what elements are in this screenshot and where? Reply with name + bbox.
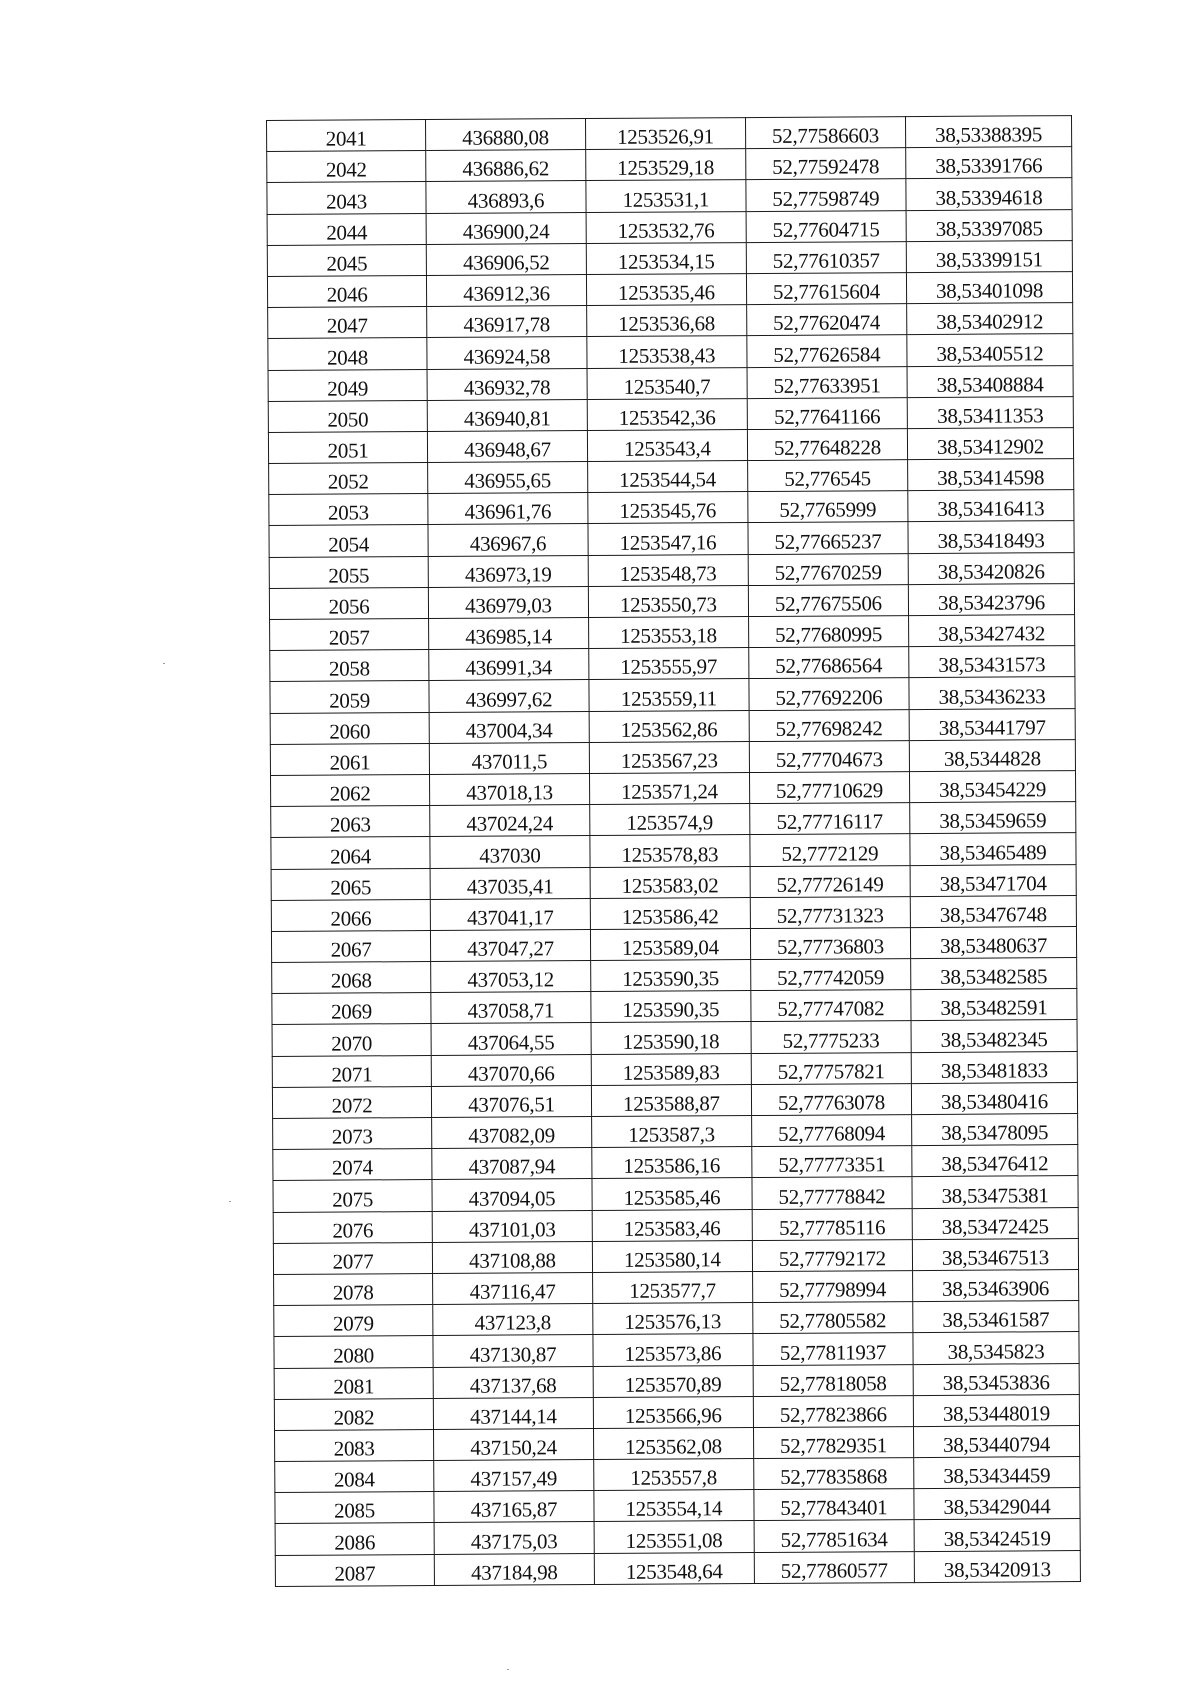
point-number-cell: 2081 (274, 1367, 433, 1399)
latitude-cell: 52,77792172 (752, 1239, 912, 1271)
point-number-cell: 2073 (273, 1118, 432, 1150)
longitude-cell: 38,53394618 (906, 178, 1072, 210)
point-number-cell: 2086 (275, 1523, 434, 1555)
y-coordinate-cell: 1253580,14 (592, 1240, 752, 1272)
longitude-cell: 38,53414598 (908, 459, 1074, 491)
longitude-cell: 38,53461587 (913, 1301, 1079, 1333)
x-coordinate-cell: 437137,68 (433, 1366, 593, 1398)
latitude-cell: 52,77726149 (750, 865, 910, 897)
longitude-cell: 38,53402912 (907, 303, 1073, 335)
longitude-cell: 38,53480416 (911, 1082, 1077, 1114)
longitude-cell: 38,53434459 (914, 1457, 1080, 1489)
table-row (271, 833, 1076, 869)
scan-speck (229, 1201, 231, 1202)
latitude-cell: 52,77675506 (748, 584, 908, 616)
point-number-cell: 2065 (271, 868, 430, 900)
latitude-cell: 52,77778842 (752, 1177, 912, 1209)
table-row (267, 147, 1072, 183)
table-row (268, 365, 1073, 401)
y-coordinate-cell: 1253554,14 (594, 1490, 754, 1522)
x-coordinate-cell: 437070,66 (431, 1054, 591, 1086)
point-number-cell: 2084 (275, 1461, 434, 1493)
longitude-cell: 38,5345823 (913, 1332, 1079, 1364)
point-number-cell: 2058 (270, 650, 429, 682)
x-coordinate-cell: 436979,03 (428, 586, 588, 618)
longitude-cell: 38,53476748 (910, 895, 1076, 927)
x-coordinate-cell: 437041,17 (430, 898, 590, 930)
y-coordinate-cell: 1253562,08 (593, 1427, 753, 1459)
longitude-cell: 38,53441797 (909, 708, 1075, 740)
point-number-cell: 2052 (269, 463, 428, 495)
x-coordinate-cell: 437094,05 (432, 1179, 592, 1211)
point-number-cell: 2060 (270, 712, 429, 744)
table-row (270, 677, 1075, 713)
longitude-cell: 38,53388395 (905, 116, 1071, 148)
latitude-cell: 52,77598749 (746, 179, 906, 211)
x-coordinate-cell: 436948,67 (427, 430, 587, 462)
longitude-cell: 38,53405512 (907, 334, 1073, 366)
point-number-cell: 2048 (268, 338, 427, 370)
x-coordinate-cell: 437011,5 (429, 742, 589, 774)
y-coordinate-cell: 1253567,23 (589, 741, 749, 773)
point-number-cell: 2062 (271, 774, 430, 806)
table-row (272, 1082, 1077, 1118)
longitude-cell: 38,53481833 (911, 1051, 1077, 1083)
latitude-cell: 52,77811937 (753, 1333, 913, 1365)
longitude-cell: 38,53411353 (907, 396, 1073, 428)
y-coordinate-cell: 1253545,76 (588, 492, 748, 524)
point-number-cell: 2059 (270, 681, 429, 713)
x-coordinate-cell: 436893,6 (426, 181, 586, 213)
table-row (273, 1176, 1078, 1212)
table-row (274, 1394, 1079, 1430)
x-coordinate-cell: 436932,78 (427, 368, 587, 400)
y-coordinate-cell: 1253577,7 (592, 1271, 752, 1303)
point-number-cell: 2049 (268, 369, 427, 401)
x-coordinate-cell: 437108,88 (432, 1241, 592, 1273)
x-coordinate-cell: 437030 (430, 836, 590, 868)
point-number-cell: 2066 (271, 899, 430, 931)
table-row (269, 459, 1074, 495)
y-coordinate-cell: 1253555,97 (589, 648, 749, 680)
longitude-cell: 38,53482345 (911, 1020, 1077, 1052)
point-number-cell: 2064 (271, 837, 430, 869)
y-coordinate-cell: 1253589,04 (590, 928, 750, 960)
x-coordinate-cell: 436967,6 (428, 524, 588, 556)
latitude-cell: 52,77805582 (753, 1302, 913, 1334)
latitude-cell: 52,77692206 (749, 678, 909, 710)
y-coordinate-cell: 1253578,83 (590, 835, 750, 867)
x-coordinate-cell: 437157,49 (434, 1460, 594, 1492)
point-number-cell: 2045 (267, 244, 426, 276)
table-row (273, 1114, 1078, 1150)
latitude-cell: 52,77615604 (746, 273, 906, 305)
longitude-cell: 38,53436233 (909, 677, 1075, 709)
latitude-cell: 52,77835868 (753, 1458, 913, 1490)
x-coordinate-cell: 436880,08 (426, 119, 586, 151)
x-coordinate-cell: 437150,24 (434, 1428, 594, 1460)
longitude-cell: 38,53471704 (910, 864, 1076, 896)
latitude-cell: 52,7775233 (751, 1021, 911, 1053)
latitude-cell: 52,77860577 (754, 1551, 914, 1583)
table-row (271, 864, 1076, 900)
latitude-cell: 52,77686564 (749, 647, 909, 679)
x-coordinate-cell: 437123,8 (433, 1304, 593, 1336)
table-row (270, 615, 1075, 651)
coordinates-table (266, 115, 1081, 1587)
y-coordinate-cell: 1253548,73 (588, 554, 748, 586)
longitude-cell: 38,53423796 (908, 583, 1074, 615)
y-coordinate-cell: 1253586,16 (592, 1147, 752, 1179)
longitude-cell: 38,53429044 (914, 1488, 1080, 1520)
longitude-cell: 38,53416413 (908, 490, 1074, 522)
table-row (275, 1457, 1080, 1493)
y-coordinate-cell: 1253586,42 (590, 897, 750, 929)
longitude-cell: 38,53459659 (910, 802, 1076, 834)
point-number-cell: 2063 (271, 806, 430, 838)
table-row (274, 1301, 1079, 1337)
y-coordinate-cell: 1253587,3 (591, 1116, 751, 1148)
table-row (269, 521, 1074, 557)
x-coordinate-cell: 437004,34 (429, 711, 589, 743)
y-coordinate-cell: 1253542,36 (587, 398, 747, 430)
latitude-cell: 52,77851634 (754, 1520, 914, 1552)
latitude-cell: 52,77680995 (748, 616, 908, 648)
latitude-cell: 52,77818058 (753, 1364, 913, 1396)
latitude-cell: 52,77648228 (747, 428, 907, 460)
point-number-cell: 2070 (272, 1024, 431, 1056)
y-coordinate-cell: 1253585,46 (592, 1178, 752, 1210)
y-coordinate-cell: 1253590,18 (591, 1022, 751, 1054)
x-coordinate-cell: 437130,87 (433, 1335, 593, 1367)
point-number-cell: 2072 (272, 1086, 431, 1118)
point-number-cell: 2051 (268, 431, 427, 463)
point-number-cell: 2056 (269, 587, 428, 619)
table-row (270, 708, 1075, 744)
table-row (267, 116, 1072, 152)
y-coordinate-cell: 1253543,4 (587, 429, 747, 461)
table-row (272, 1051, 1077, 1087)
point-number-cell: 2082 (274, 1398, 433, 1430)
x-coordinate-cell: 436900,24 (426, 212, 586, 244)
x-coordinate-cell: 437058,71 (431, 992, 591, 1024)
x-coordinate-cell: 436997,62 (429, 680, 589, 712)
y-coordinate-cell: 1253590,35 (591, 991, 751, 1023)
longitude-cell: 38,53453836 (913, 1363, 1079, 1395)
x-coordinate-cell: 436886,62 (426, 150, 586, 182)
point-number-cell: 2076 (273, 1211, 432, 1243)
y-coordinate-cell: 1253538,43 (587, 336, 747, 368)
y-coordinate-cell: 1253573,86 (593, 1334, 753, 1366)
x-coordinate-cell: 437024,24 (430, 805, 590, 837)
point-number-cell: 2043 (267, 182, 426, 214)
y-coordinate-cell: 1253589,83 (591, 1053, 751, 1085)
y-coordinate-cell: 1253550,73 (588, 585, 748, 617)
table-row (271, 802, 1076, 838)
y-coordinate-cell: 1253559,11 (589, 679, 749, 711)
table-row (273, 1238, 1078, 1274)
latitude-cell: 52,77823866 (753, 1395, 913, 1427)
y-coordinate-cell: 1253534,15 (586, 242, 746, 274)
y-coordinate-cell: 1253535,46 (586, 274, 746, 306)
x-coordinate-cell: 436991,34 (429, 649, 589, 681)
latitude-cell: 52,77785116 (752, 1208, 912, 1240)
latitude-cell: 52,77592478 (745, 148, 905, 180)
y-coordinate-cell: 1253566,96 (593, 1396, 753, 1428)
longitude-cell: 38,53472425 (912, 1207, 1078, 1239)
coordinates-table-body (267, 116, 1081, 1587)
table-row (274, 1363, 1079, 1399)
longitude-cell: 38,53467513 (912, 1238, 1078, 1270)
latitude-cell: 52,77604715 (746, 210, 906, 242)
x-coordinate-cell: 437144,14 (433, 1397, 593, 1429)
table-row (272, 1020, 1077, 1056)
longitude-cell: 38,53463906 (912, 1269, 1078, 1301)
table-row (273, 1145, 1078, 1181)
table-row (268, 303, 1073, 339)
x-coordinate-cell: 437018,13 (430, 773, 590, 805)
table-row (274, 1332, 1079, 1368)
y-coordinate-cell: 1253583,46 (592, 1209, 752, 1241)
latitude-cell: 52,77736803 (750, 927, 910, 959)
table-row (275, 1425, 1080, 1461)
latitude-cell: 52,77731323 (750, 896, 910, 928)
latitude-cell: 52,77670259 (748, 553, 908, 585)
y-coordinate-cell: 1253576,13 (593, 1303, 753, 1335)
latitude-cell: 52,77843401 (754, 1489, 914, 1521)
latitude-cell: 52,77698242 (749, 709, 909, 741)
y-coordinate-cell: 1253574,9 (590, 804, 750, 836)
x-coordinate-cell: 437087,94 (432, 1148, 592, 1180)
latitude-cell: 52,77763078 (751, 1083, 911, 1115)
point-number-cell: 2046 (267, 275, 426, 307)
table-row (275, 1550, 1080, 1586)
point-number-cell: 2044 (267, 213, 426, 245)
point-number-cell: 2050 (268, 400, 427, 432)
x-coordinate-cell: 437047,27 (431, 929, 591, 961)
table-row (267, 240, 1072, 276)
point-number-cell: 2057 (270, 619, 429, 651)
table-row (269, 583, 1074, 619)
longitude-cell: 38,53475381 (912, 1176, 1078, 1208)
latitude-cell: 52,7772129 (750, 834, 910, 866)
longitude-cell: 38,53431573 (909, 646, 1075, 678)
longitude-cell: 38,53482591 (911, 989, 1077, 1021)
longitude-cell: 38,53420913 (914, 1550, 1080, 1582)
latitude-cell: 52,77829351 (753, 1426, 913, 1458)
table-row (270, 646, 1075, 682)
table-row (271, 926, 1076, 962)
x-coordinate-cell: 436917,78 (427, 306, 587, 338)
point-number-cell: 2068 (272, 962, 431, 994)
x-coordinate-cell: 436973,19 (428, 555, 588, 587)
table-row (271, 771, 1076, 807)
point-number-cell: 2077 (273, 1242, 432, 1274)
longitude-cell: 38,53420826 (908, 552, 1074, 584)
point-number-cell: 2083 (275, 1429, 434, 1461)
point-number-cell: 2042 (267, 151, 426, 183)
point-number-cell: 2061 (270, 743, 429, 775)
x-coordinate-cell: 436985,14 (429, 618, 589, 650)
table-row (268, 334, 1073, 370)
table-row (267, 272, 1072, 308)
longitude-cell: 38,53454229 (909, 771, 1075, 803)
x-coordinate-cell: 436912,36 (426, 274, 586, 306)
y-coordinate-cell: 1253570,89 (593, 1365, 753, 1397)
y-coordinate-cell: 1253536,68 (586, 305, 746, 337)
point-number-cell: 2080 (274, 1336, 433, 1368)
y-coordinate-cell: 1253532,76 (586, 211, 746, 243)
y-coordinate-cell: 1253551,08 (594, 1521, 754, 1553)
y-coordinate-cell: 1253588,87 (591, 1084, 751, 1116)
x-coordinate-cell: 436961,76 (428, 493, 588, 525)
point-number-cell: 2078 (274, 1273, 433, 1305)
latitude-cell: 52,77747082 (751, 990, 911, 1022)
latitude-cell: 52,77704673 (749, 740, 909, 772)
latitude-cell: 52,77633951 (747, 366, 907, 398)
longitude-cell: 38,53482585 (911, 958, 1077, 990)
latitude-cell: 52,77757821 (751, 1052, 911, 1084)
x-coordinate-cell: 437064,55 (431, 1023, 591, 1055)
x-coordinate-cell: 436924,58 (427, 337, 587, 369)
point-number-cell: 2055 (269, 556, 428, 588)
longitude-cell: 38,53399151 (906, 240, 1072, 272)
table-row (269, 552, 1074, 588)
point-number-cell: 2071 (272, 1055, 431, 1087)
y-coordinate-cell: 1253547,16 (588, 523, 748, 555)
longitude-cell: 38,53401098 (906, 272, 1072, 304)
longitude-cell: 38,53476412 (912, 1145, 1078, 1177)
y-coordinate-cell: 1253548,64 (594, 1552, 754, 1584)
latitude-cell: 52,7765999 (748, 491, 908, 523)
longitude-cell: 38,53427432 (908, 615, 1074, 647)
table-row (273, 1207, 1078, 1243)
point-number-cell: 2047 (268, 307, 427, 339)
y-coordinate-cell: 1253583,02 (590, 866, 750, 898)
table-row (271, 895, 1076, 931)
table-row (272, 958, 1077, 994)
latitude-cell: 52,77773351 (752, 1146, 912, 1178)
table-row (275, 1488, 1080, 1524)
point-number-cell: 2085 (275, 1492, 434, 1524)
latitude-cell: 52,77742059 (750, 959, 910, 991)
x-coordinate-cell: 437175,03 (434, 1522, 594, 1554)
point-number-cell: 2067 (271, 930, 430, 962)
point-number-cell: 2053 (269, 494, 428, 526)
latitude-cell: 52,77768094 (751, 1115, 911, 1147)
x-coordinate-cell: 437076,51 (431, 1085, 591, 1117)
x-coordinate-cell: 436940,81 (427, 399, 587, 431)
point-number-cell: 2074 (273, 1149, 432, 1181)
y-coordinate-cell: 1253529,18 (586, 149, 746, 181)
longitude-cell: 38,53424519 (914, 1519, 1080, 1551)
latitude-cell: 52,77665237 (748, 522, 908, 554)
x-coordinate-cell: 436906,52 (426, 243, 586, 275)
point-number-cell: 2087 (275, 1554, 434, 1586)
scan-speck (163, 663, 165, 664)
latitude-cell: 52,77710629 (749, 772, 909, 804)
y-coordinate-cell: 1253557,8 (594, 1459, 754, 1491)
y-coordinate-cell: 1253562,86 (589, 710, 749, 742)
longitude-cell: 38,53448019 (913, 1394, 1079, 1426)
longitude-cell: 38,53412902 (907, 427, 1073, 459)
x-coordinate-cell: 437082,09 (432, 1117, 592, 1149)
point-number-cell: 2075 (273, 1180, 432, 1212)
point-number-cell: 2054 (269, 525, 428, 557)
latitude-cell: 52,77586603 (745, 117, 905, 149)
longitude-cell: 38,53440794 (913, 1425, 1079, 1457)
point-number-cell: 2079 (274, 1305, 433, 1337)
x-coordinate-cell: 437165,87 (434, 1491, 594, 1523)
x-coordinate-cell: 437116,47 (433, 1272, 593, 1304)
y-coordinate-cell: 1253553,18 (588, 617, 748, 649)
latitude-cell: 52,77798994 (752, 1271, 912, 1303)
x-coordinate-cell: 437184,98 (434, 1553, 594, 1585)
longitude-cell: 38,5344828 (909, 739, 1075, 771)
y-coordinate-cell: 1253531,1 (586, 180, 746, 212)
longitude-cell: 38,53478095 (912, 1114, 1078, 1146)
scan-speck (507, 1669, 509, 1670)
longitude-cell: 38,53418493 (908, 521, 1074, 553)
y-coordinate-cell: 1253540,7 (587, 367, 747, 399)
y-coordinate-cell: 1253544,54 (587, 461, 747, 493)
table-row (272, 989, 1077, 1025)
latitude-cell: 52,77626584 (747, 335, 907, 367)
x-coordinate-cell: 436955,65 (428, 462, 588, 494)
table-row (268, 427, 1073, 463)
latitude-cell: 52,77620474 (746, 304, 906, 336)
point-number-cell: 2069 (272, 993, 431, 1025)
longitude-cell: 38,53480637 (910, 926, 1076, 958)
x-coordinate-cell: 437035,41 (430, 867, 590, 899)
latitude-cell: 52,77641166 (747, 397, 907, 429)
y-coordinate-cell: 1253571,24 (589, 772, 749, 804)
table-row (275, 1519, 1080, 1555)
latitude-cell: 52,776545 (747, 460, 907, 492)
x-coordinate-cell: 437101,03 (432, 1210, 592, 1242)
table-row (269, 490, 1074, 526)
table-row (268, 396, 1073, 432)
table-row (274, 1269, 1079, 1305)
longitude-cell: 38,53408884 (907, 365, 1073, 397)
longitude-cell: 38,53397085 (906, 209, 1072, 241)
latitude-cell: 52,77716117 (749, 803, 909, 835)
longitude-cell: 38,53465489 (910, 833, 1076, 865)
x-coordinate-cell: 437053,12 (431, 961, 591, 993)
point-number-cell: 2041 (267, 120, 426, 152)
table-row (267, 209, 1072, 245)
y-coordinate-cell: 1253590,35 (590, 960, 750, 992)
longitude-cell: 38,53391766 (906, 147, 1072, 179)
y-coordinate-cell: 1253526,91 (585, 118, 745, 150)
table-row (267, 178, 1072, 214)
table-row (270, 739, 1075, 775)
latitude-cell: 52,77610357 (746, 241, 906, 273)
